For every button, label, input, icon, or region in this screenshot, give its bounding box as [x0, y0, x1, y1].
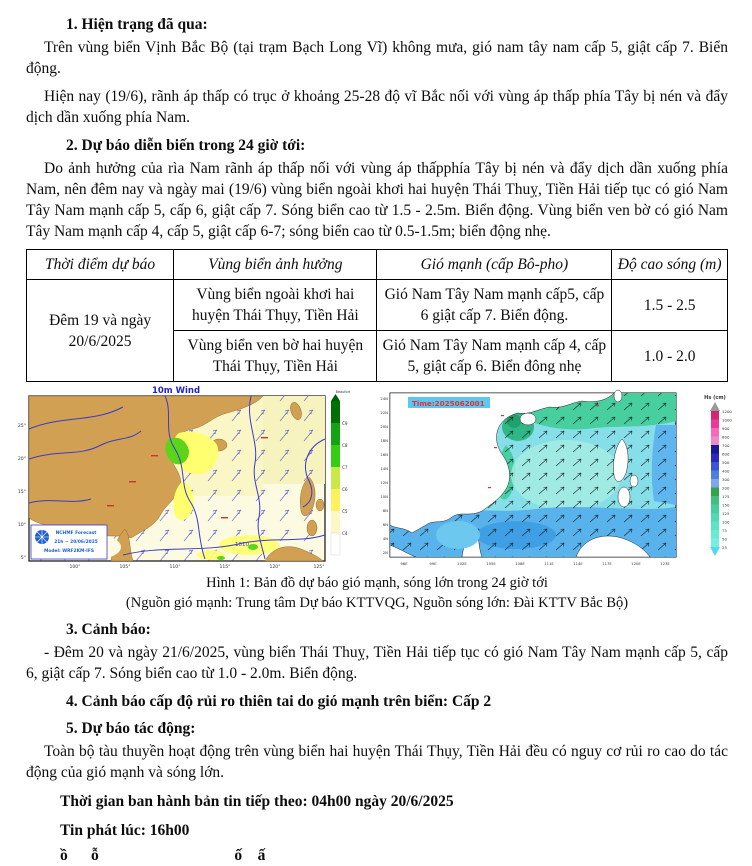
svg-text:600: 600 [722, 451, 730, 457]
forecast-table [26, 249, 728, 382]
svg-text:300: 300 [722, 477, 730, 482]
svg-text:120°: 120° [269, 565, 281, 570]
svg-text:Hs (cm): Hs (cm) [704, 395, 726, 401]
svg-text:400: 400 [722, 468, 730, 474]
clipped-bottom-line: ồ ỗ ố ấ [60, 847, 266, 864]
svg-text:14N: 14N [380, 466, 388, 471]
figure-maps [17, 385, 732, 573]
svg-text:105E: 105E [486, 561, 496, 566]
svg-text:800: 800 [722, 434, 730, 440]
svg-text:10N: 10N [380, 494, 388, 499]
svg-text:200: 200 [722, 485, 730, 491]
wave-map-lat-axis [380, 396, 388, 555]
section1-heading: 1. Hiện trạng đã qua: [66, 16, 208, 33]
cell-area-offshore: Vùng biển ngoài khơi hai huyện Thái Thụy, Tiền Hải [174, 280, 377, 331]
svg-text:900: 900 [722, 426, 730, 431]
svg-text:22N: 22N [380, 410, 388, 415]
svg-text:120E: 120E [631, 561, 641, 566]
svg-text:99E: 99E [429, 561, 437, 566]
next-bulletin-line: Thời gian ban hành bản tin tiếp theo: 04h00 ngày 20/6/2025 [60, 793, 454, 810]
svg-text:10°: 10° [17, 523, 26, 528]
section3-paragraph-1: - Đêm 20 và ngày 21/6/2025, vùng biển Thái Thuỵ, Tiền Hải tiếp tục có gió Nam Tây Nam mạnh cấp 5, cấp 6, giật cấp 7. Sóng biển cao từ 1.0 - 2.0m. Biển động. [26, 644, 728, 682]
svg-text:1000: 1000 [722, 417, 732, 423]
wave-map-image [366, 385, 741, 573]
figure-caption-line1: Hình 1: Bản đồ dự báo gió mạnh, sóng lớn trong 24 giờ tới [206, 575, 548, 591]
model-info-line1: NCHMF Forecast [55, 531, 97, 536]
svg-text:12N: 12N [380, 480, 388, 485]
svg-text:4N: 4N [382, 536, 388, 541]
cell-wave-coastal: 1.0 - 2.0 [612, 331, 728, 382]
svg-text:125°: 125° [313, 565, 325, 570]
section1-paragraph-1: Trên vùng biển Vịnh Bắc Bộ (tại trạm Bạch Long Vĩ) không mưa, gió nam tây nam cấp 5, giật cấp 7. Biển động. [26, 39, 728, 77]
col-header-area: Vùng biển ảnh hưởng [174, 250, 377, 280]
col-header-time: Thời điểm dự báo [27, 250, 174, 280]
svg-text:25°: 25° [17, 424, 26, 429]
svg-text:C7: C7 [342, 465, 348, 470]
svg-text:1200: 1200 [722, 409, 732, 414]
svg-text:150: 150 [722, 502, 730, 508]
cell-area-coastal: Vùng biển ven bờ hai huyện Thái Thụy, Tiền Hải [174, 331, 377, 382]
col-header-wave: Độ cao sóng (m) [612, 250, 728, 280]
svg-text:8N: 8N [382, 508, 388, 513]
svg-text:123E: 123E [660, 561, 670, 566]
section3-heading: 3. Cảnh báo: [66, 621, 151, 638]
svg-text:117E: 117E [602, 561, 612, 566]
svg-text:100°: 100° [69, 565, 81, 570]
svg-text:C6: C6 [342, 487, 348, 492]
svg-text:115°: 115° [219, 565, 231, 570]
wind-map-title: 10m Wind [151, 386, 201, 396]
svg-text:20N: 20N [380, 424, 388, 429]
section4-heading: 4. Cảnh báo cấp độ rủi ro thiên tai do gió mạnh trên biển: Cấp 2 [66, 693, 492, 710]
svg-text:5°: 5° [20, 556, 26, 561]
svg-text:20°: 20° [17, 457, 26, 462]
svg-text:25: 25 [722, 545, 727, 550]
svg-text:700: 700 [722, 443, 730, 448]
figure-caption-line2: (Nguồn gió mạnh: Trung tâm Dự báo KTTVQG, Nguồn sóng lớn: Đài KTTV Bắc Bộ) [125, 595, 629, 611]
svg-text:75: 75 [722, 528, 727, 533]
wind-map-lat-axis [18, 423, 26, 561]
table-row [27, 280, 728, 331]
svg-text:102E: 102E [457, 561, 467, 566]
section5-paragraph-1: Toàn bộ tàu thuyền hoạt động trên vùng biển hai huyện Thái Thụy, Tiền Hải đều có nguy cơ rủi ro cao do tác động của gió mạnh và sóng lớn. [26, 743, 728, 781]
svg-text:125: 125 [722, 511, 730, 516]
svg-text:2N: 2N [382, 550, 388, 555]
cell-wind-coastal: Gió Nam Tây Nam mạnh cấp 4, cấp 5, giật cấp 6. Biển đông nhẹ [377, 331, 612, 382]
wind-map-legend [331, 390, 351, 555]
svg-text:500: 500 [722, 460, 730, 465]
svg-text:6N: 6N [382, 522, 388, 527]
svg-text:15°: 15° [17, 490, 26, 495]
model-info-line2: 21h ~ 20/06/2025 [54, 540, 98, 545]
svg-text:111E: 111E [544, 561, 554, 566]
svg-text:C8: C8 [342, 443, 348, 448]
isobar-label: 1010 [235, 542, 249, 548]
wave-map-legend [704, 395, 732, 556]
svg-text:100: 100 [722, 519, 730, 525]
wind-map-image [13, 385, 360, 573]
svg-text:108E: 108E [515, 561, 525, 566]
table-header-row [27, 250, 728, 280]
svg-text:C5: C5 [342, 509, 348, 514]
svg-text:18N: 18N [380, 438, 388, 443]
section2-heading: 2. Dự báo diễn biến trong 24 giờ tới: [66, 137, 306, 154]
svg-text:96E: 96E [400, 561, 408, 566]
svg-text:24N: 24N [380, 396, 388, 401]
model-info-line3: Model: WRF2KM-IFS [44, 549, 94, 554]
svg-text:16N: 16N [380, 452, 388, 457]
section5-heading: 5. Dự báo tác động: [66, 720, 196, 737]
svg-text:114E: 114E [573, 561, 583, 566]
svg-text:175: 175 [722, 494, 730, 499]
svg-text:50: 50 [722, 536, 727, 542]
cell-forecast-time: Đêm 19 và ngày 20/6/2025 [27, 280, 174, 382]
svg-text:C9: C9 [342, 421, 348, 426]
col-header-wind: Gió mạnh (cấp Bô-pho) [377, 250, 612, 280]
issued-time-line: Tin phát lúc: 16h00 [60, 822, 190, 839]
cell-wave-offshore: 1.5 - 2.5 [612, 280, 728, 331]
svg-text:C4: C4 [342, 531, 348, 536]
section1-paragraph-2: Hiện nay (19/6), rãnh áp thấp có trục ở khoảng 25-28 độ vĩ Bắc nối với vùng áp thấp phía Tây bị nén và đẩy dịch dần xuống phía Nam. [26, 88, 728, 126]
wind-map-lon-axis [69, 564, 324, 570]
section2-paragraph-1: Do ảnh hưởng của rìa Nam rãnh áp thấp nối với vùng áp thấpphía Tây bị nén và đẩy dịch dần xuống phía Nam, nên đêm nay và ngày mai (19/6) vùng biển ngoài khơi hai huyện Thái Thuỵ, Tiền Hải tiếp tục có gió Nam Tây Nam mạnh cấp 5, cấp 6, giật cấp 7. Sóng biển cao từ 1.5 - 2.5m. Biển động. Vùng biển ven bờ có gió Nam Tây Nam mạnh cấp 4, cấp 5, giật cấp 6-7; sóng biển cao từ 0.5-1.5m; biển động nhẹ. [26, 160, 728, 240]
wave-map-lon-axis [400, 561, 670, 566]
cell-wind-offshore: Gió Nam Tây Nam mạnh cấp5, cấp 6 giật cấp 7. Biển động. [377, 280, 612, 331]
svg-text:110°: 110° [169, 565, 181, 570]
svg-text:105°: 105° [119, 565, 131, 570]
svg-text:Beaufort: Beaufort [335, 390, 351, 394]
gulf-of-thailand [436, 521, 480, 549]
model-info-box [31, 525, 107, 559]
time-label: Time:2025062001 [412, 399, 485, 408]
